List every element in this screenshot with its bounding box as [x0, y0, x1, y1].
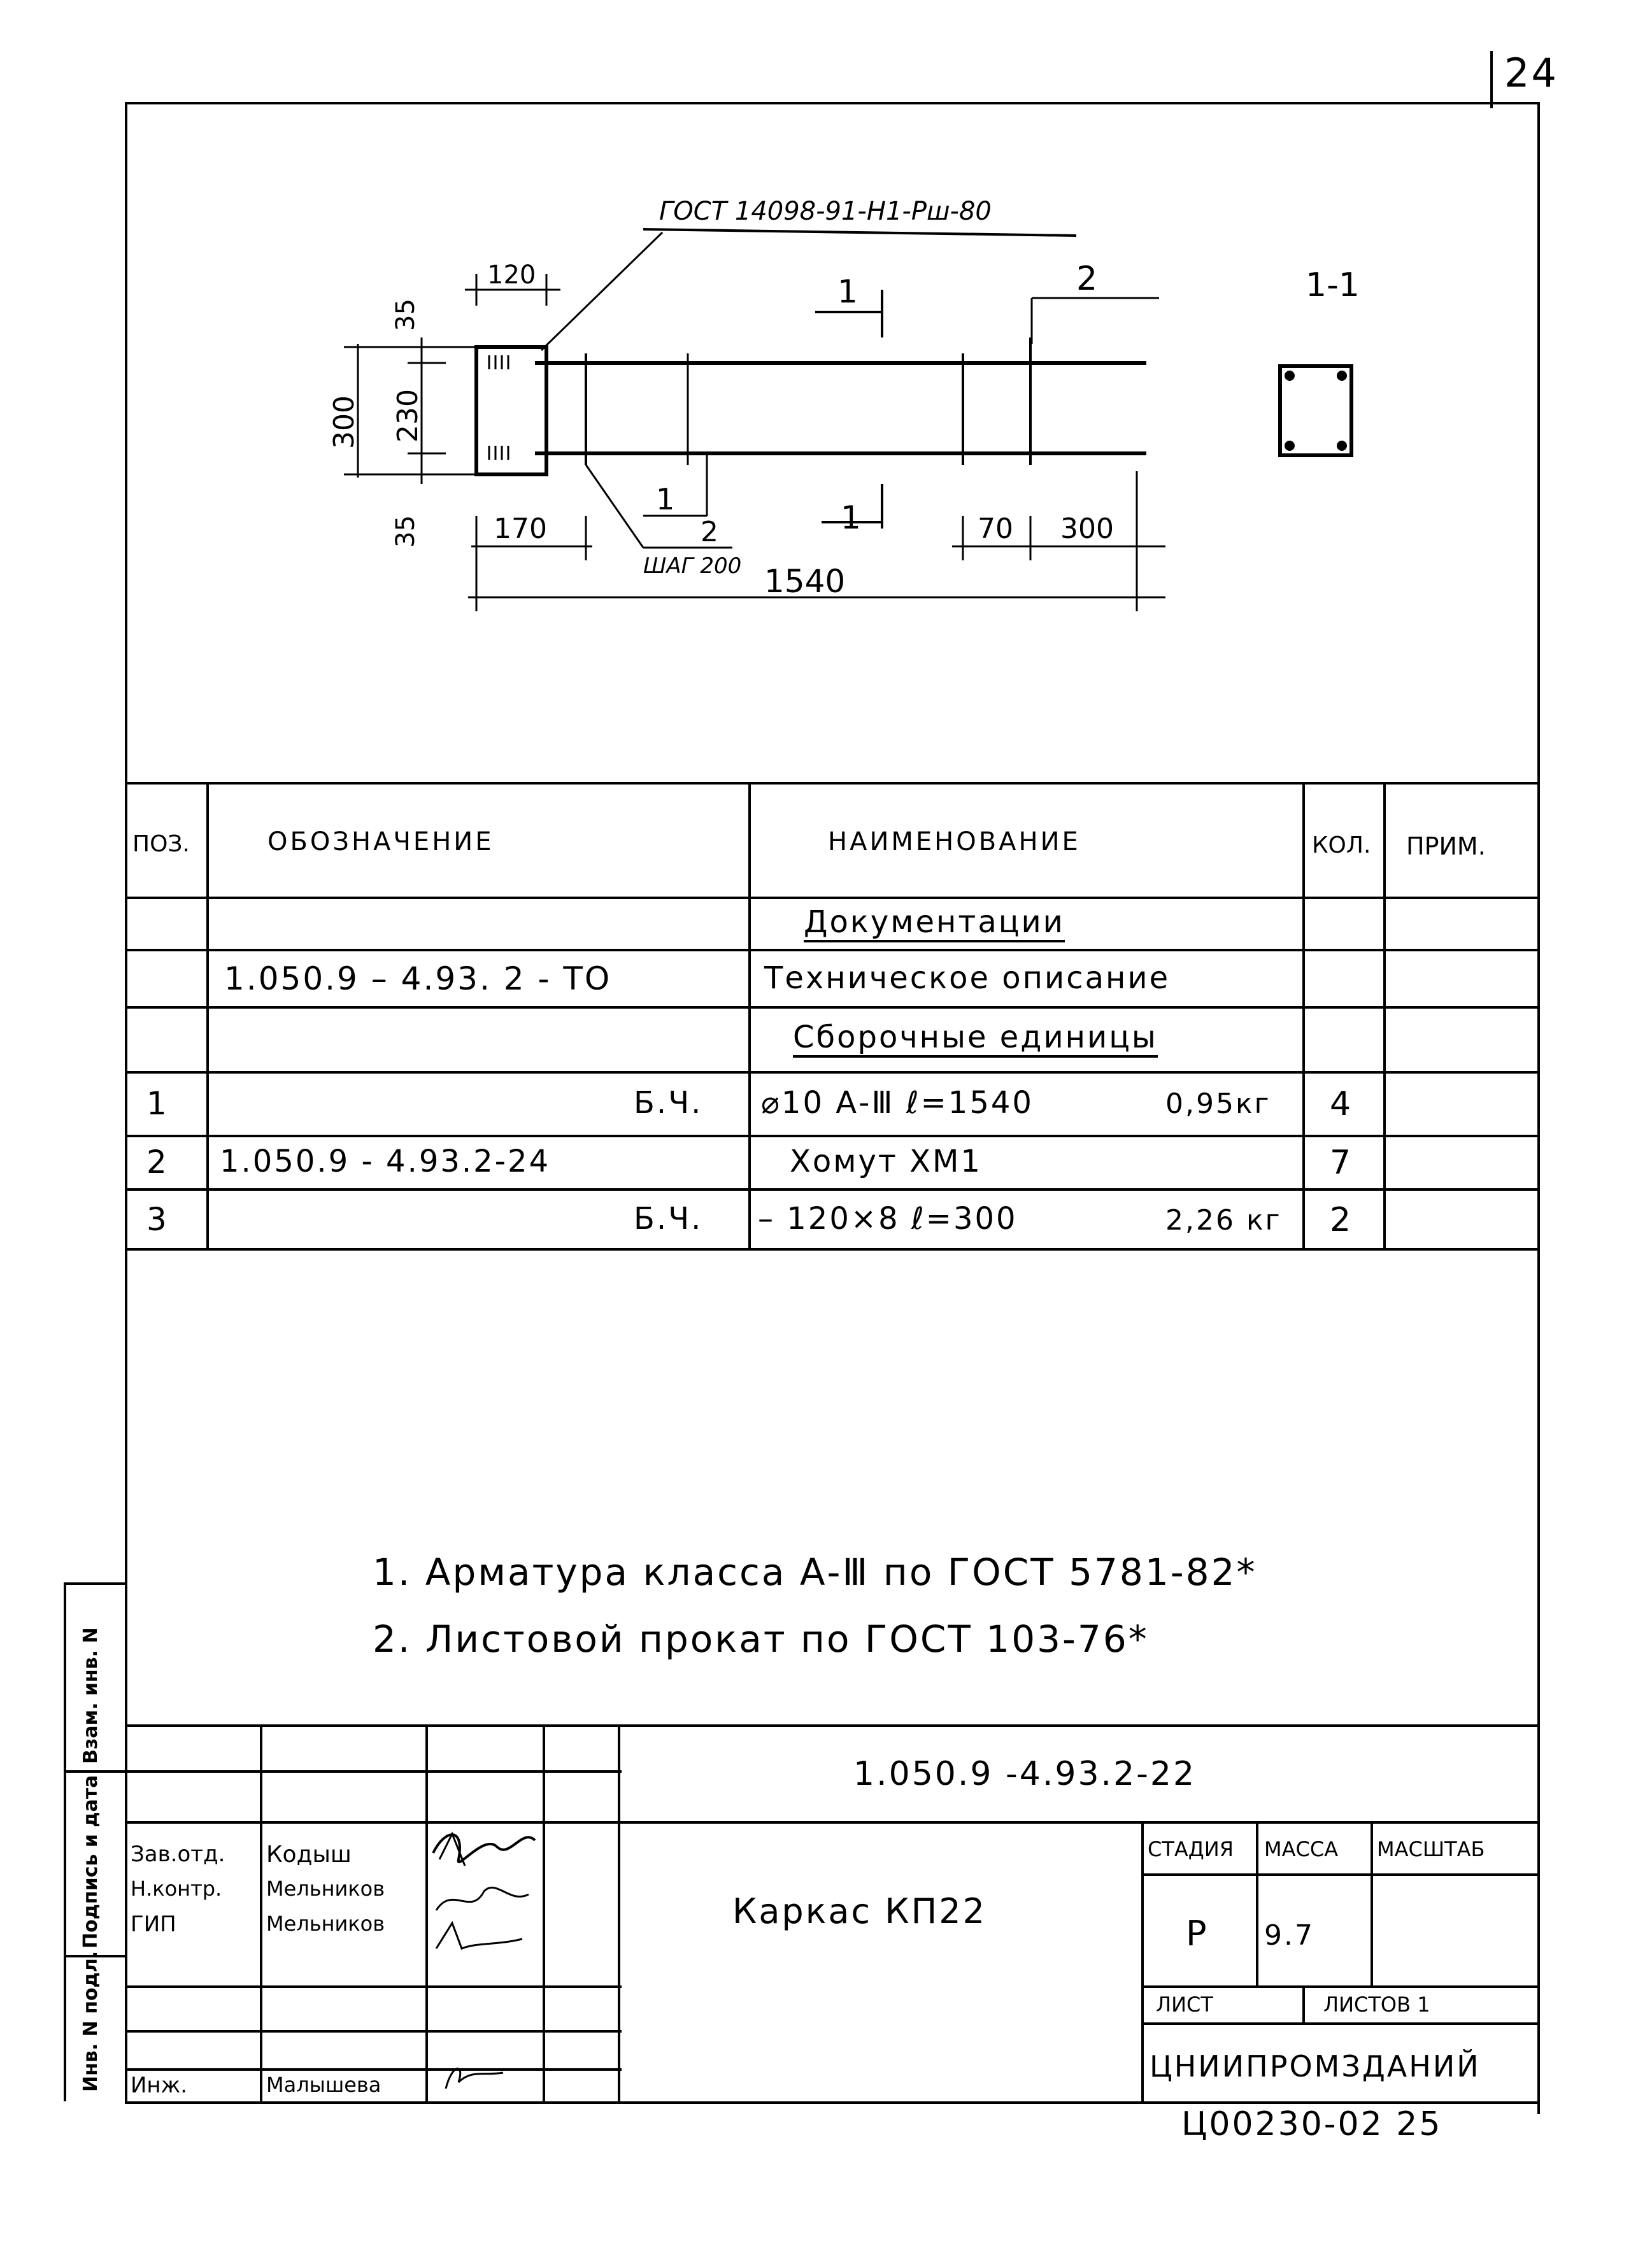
row-3-mass: 0,95кг — [1165, 1088, 1271, 1120]
tb-row — [125, 1770, 622, 1773]
tb-row — [1141, 1985, 1540, 1988]
header-designation: ОБОЗНАЧЕНИЕ — [267, 827, 494, 856]
sheet-label: ЛИСТ — [1156, 1992, 1213, 2017]
dim-300-right: 300 — [1060, 513, 1114, 545]
frame-bottom — [125, 2101, 1540, 2104]
pos2-lower: 2 — [701, 516, 718, 548]
cut-mark-2: 1 — [841, 499, 861, 536]
mass-value: 9.7 — [1264, 1919, 1314, 1952]
note-1: 1. Арматура класса А-Ⅲ по ГОСТ 5781-82* — [373, 1551, 1257, 1594]
tb-col — [1256, 1821, 1258, 1985]
row-3-name: ⌀10 А-Ⅲ ℓ=1540 — [761, 1085, 1034, 1121]
header-pos: ПОЗ. — [132, 831, 190, 857]
stage-header: СТАДИЯ — [1148, 1837, 1234, 1861]
pos1-lower: 1 — [656, 482, 675, 516]
section-bar — [1337, 371, 1347, 381]
row-4-designation: 1.050.9 - 4.93.2-24 — [220, 1144, 551, 1179]
gost-underline — [643, 229, 1076, 236]
table-row-line — [125, 1071, 1540, 1074]
tb-row — [125, 1821, 1540, 1824]
mass-header: МАССА — [1264, 1837, 1339, 1861]
dim-70: 70 — [978, 513, 1013, 545]
tb-col — [260, 1724, 262, 2101]
table-col-line — [206, 782, 209, 1248]
row-3-qty: 4 — [1330, 1085, 1353, 1123]
gost-label: ГОСТ 14098-91-Н1-Рш-80 — [659, 197, 992, 226]
side-stamp-left — [64, 1582, 66, 2101]
table-col-line — [1302, 782, 1305, 1248]
dim-1540: 1540 — [764, 563, 846, 600]
table-col-line — [1383, 782, 1386, 1248]
dim-300-left: 300 — [328, 395, 360, 449]
row-1-designation: 1.050.9 – 4.93. 2 - ТО — [224, 960, 612, 997]
name-melnikov-2: Мельников — [266, 1912, 385, 1936]
stage-value: Р — [1186, 1914, 1209, 1954]
row-4-pos: 2 — [146, 1144, 169, 1181]
scale-header: МАСШТАБ — [1377, 1837, 1485, 1861]
role-inzh: Инж. — [131, 2073, 188, 2098]
lower-leader — [586, 465, 643, 548]
doc-number: 1.050.9 -4.93.2-22 — [853, 1755, 1197, 1793]
section-bar — [1337, 441, 1347, 451]
name-malysheva: Малышева — [266, 2073, 381, 2097]
row-5-name: – 120×8 ℓ=300 — [758, 1201, 1018, 1237]
tb-col — [618, 1724, 620, 2101]
tb-row — [1141, 2022, 1540, 2025]
table-top — [125, 782, 1540, 785]
signatures — [427, 1821, 554, 2089]
sheets-label: ЛИСТОВ 1 — [1323, 1992, 1430, 2017]
side-stamp-signature-date: Подпись и дата — [80, 1775, 102, 1949]
dim-35-bottom: 35 — [391, 515, 420, 548]
tb-col — [1371, 1821, 1373, 1985]
name-melnikov-1: Мельников — [266, 1877, 385, 1901]
item-name: Каркас КП22 — [732, 1891, 986, 1931]
row-3-designation: Б.Ч. — [634, 1085, 703, 1121]
role-zav-otd: Зав.отд. — [131, 1842, 225, 1867]
archive-number: Ц00230-02 25 — [1181, 2105, 1442, 2143]
dim-170: 170 — [494, 513, 547, 545]
section-documentation: Документации — [804, 907, 1065, 942]
section-label: 1-1 — [1306, 266, 1360, 304]
side-stamp-vzam-inv: Взам. инв. N — [80, 1627, 102, 1764]
step-label: ШАГ 200 — [643, 553, 742, 579]
table-row-line — [125, 1006, 1540, 1009]
dim-120: 120 — [487, 260, 536, 290]
role-n-kontr: Н.контр. — [131, 1877, 222, 1901]
cut-mark-1: 1 — [837, 273, 858, 310]
table-bottom — [125, 1248, 1540, 1251]
section-bar — [1285, 441, 1295, 451]
row-4-name: Хомут ХМ1 — [790, 1144, 982, 1179]
section-assemblies: Сборочные единицы — [793, 1022, 1158, 1058]
row-5-qty: 2 — [1330, 1201, 1353, 1239]
tb-col — [1302, 1985, 1305, 2022]
side-stamp-line — [64, 1770, 127, 1773]
row-5-pos: 3 — [146, 1201, 169, 1238]
table-row-line — [125, 1135, 1540, 1137]
note-2: 2. Листовой прокат по ГОСТ 103-76* — [373, 1617, 1149, 1661]
side-stamp-inv-podl: Инв. N подл. — [80, 1950, 102, 2092]
header-note: ПРИМ. — [1406, 832, 1486, 860]
organization: ЦНИИПРОМЗДАНИЙ — [1150, 2049, 1481, 2084]
gost-leader — [541, 232, 662, 350]
row-4-qty: 7 — [1330, 1144, 1353, 1182]
side-stamp-top — [64, 1582, 127, 1585]
table-row-line — [125, 949, 1540, 951]
name-kodysh: Кодыш — [266, 1842, 352, 1868]
pos2-label: 2 — [1076, 260, 1098, 298]
row-1-name: Техническое описание — [764, 960, 1171, 996]
role-gip: ГИП — [131, 1912, 176, 1937]
row-3-pos: 1 — [146, 1085, 169, 1122]
dim-230: 230 — [392, 389, 424, 443]
row-5-mass: 2,26 кг — [1165, 1204, 1282, 1237]
dim-35-top: 35 — [391, 299, 420, 331]
header-name: НАИМЕНОВАНИЕ — [828, 827, 1081, 856]
tb-col — [1141, 1821, 1144, 2101]
table-header-bottom — [125, 897, 1540, 899]
row-5-designation: Б.Ч. — [634, 1201, 703, 1237]
section-bar — [1285, 371, 1295, 381]
weld-marks — [489, 355, 508, 460]
table-col-line — [748, 782, 751, 1248]
page-number: 24 — [1504, 50, 1558, 96]
tb-top — [125, 1724, 1540, 1727]
tb-row — [1141, 1873, 1540, 1876]
header-qty: КОЛ. — [1312, 832, 1371, 858]
rebar-cage-drawing — [0, 0, 1652, 783]
table-row-line — [125, 1188, 1540, 1191]
